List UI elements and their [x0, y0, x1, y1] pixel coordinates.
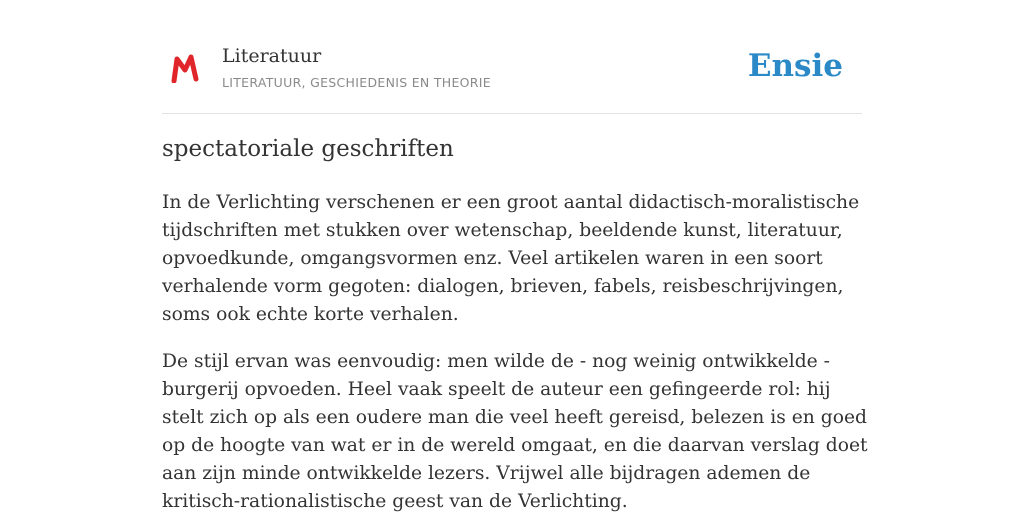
article-body	[162, 189, 870, 512]
article-title: spectatoriale geschriften	[162, 136, 454, 162]
article-paragraph: De stijl ervan was eenvoudig: men wilde de - nog weinig ontwikkelde - burgerij opvoeden. Heel vaak speelt de auteur een gefingeerde rol: hij stelt zich op als een oudere man die veel heeft gereisd, belezen is en goed op de hoogte van wat er in de wereld omgaat, en die daarvan verslag doet aan zijn minde ontwikkelde lezers. Vrijwel alle bijdragen ademen de kritisch-rationalistische geest van de Verlichting.	[162, 351, 868, 512]
category-subtitle: LITERATUUR, GESCHIEDENIS EN THEORIE	[222, 75, 491, 90]
header	[162, 40, 862, 114]
article-paragraph: In de Verlichting verschenen er een groot aantal didactisch-moralistische tijdschriften met stukken over wetenschap, beeldende kunst, literatuur, opvoedkunde, omgangsvormen enz. Veel artikelen waren in een soort verhalende vorm gegoten: dialogen, brieven, fabels, reisbeschrijvingen, soms ook echte korte verhalen.	[162, 192, 860, 325]
category-title[interactable]: Literatuur	[222, 45, 322, 67]
m-logo-icon[interactable]	[170, 53, 200, 83]
brand-logo[interactable]: Ensie	[747, 48, 843, 84]
